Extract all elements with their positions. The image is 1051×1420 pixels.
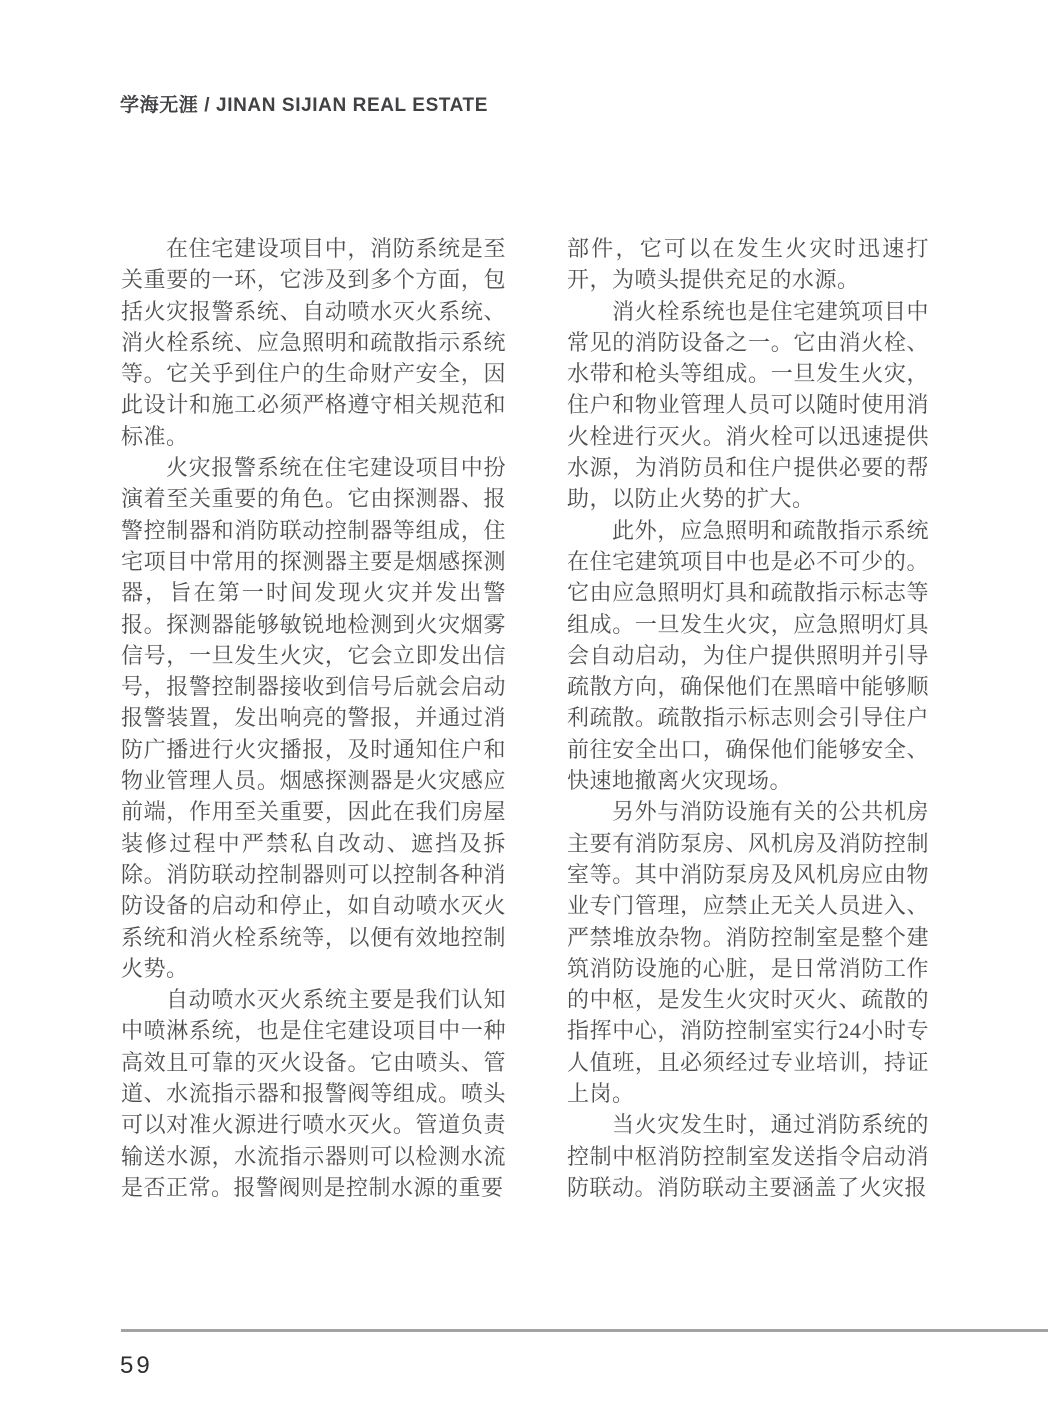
text-column-left <box>121 233 506 1203</box>
paragraph: 此外，应急照明和疏散指示系统在住宅建筑项目中也是必不可少的。它由应急照明灯具和疏散指示标志等组成。一旦发生火灾，应急照明灯具会自动启动，为住户提供照明并引导疏散方向，确保他们在黑暗中能够顺利疏散。疏散指示标志则会引导住户前往安全出口，确保他们能够安全、快速地撤离火灾现场。 <box>567 517 929 794</box>
text-column-right <box>567 233 929 1203</box>
paragraph: 在住宅建设项目中，消防系统是至关重要的一环，它涉及到多个方面，包括火灾报警系统、自动喷水灭火系统、消火栓系统、应急照明和疏散指示系统等。它关乎到住户的生命财产安全，因此设计和施工必须严格遵守相关规范和标准。 <box>121 236 506 449</box>
paragraph: 自动喷水灭火系统主要是我们认知中喷淋系统，也是住宅建设项目中一种高效且可靠的灭火设备。它由喷头、管道、水流指示器和报警阀等组成。喷头可以对准火源进行喷水灭火。管道负责输送水源，水流指示器则可以检测水流是否正常。报警阀则是控制水源的重要 <box>121 987 506 1200</box>
page-header-title: 学海无涯 / JINAN SIJIAN REAL ESTATE <box>120 95 489 116</box>
footer-divider <box>121 1329 1048 1332</box>
page-number: 59 <box>120 1352 153 1379</box>
paragraph: 消火栓系统也是住宅建筑项目中常见的消防设备之一。它由消火栓、水带和枪头等组成。一旦发生火灾，住户和物业管理人员可以随时使用消火栓进行灭火。消火栓可以迅速提供水源，为消防员和住户提供必要的帮助，以防止火势的扩大。 <box>567 298 929 512</box>
paragraph: 另外与消防设施有关的公共机房主要有消防泵房、风机房及消防控制室等。其中消防泵房及风机房应由物业专门管理，应禁止无关人员进入、严禁堆放杂物。消防控制室是整个建筑消防设施的心脏，是日常消防工作的中枢，是发生火灾时灭火、疏散的指挥中心，消防控制室实行24小时专人值班，且必须经过专业培训，持证上岗。 <box>567 799 929 1107</box>
paragraph: 火灾报警系统在住宅建设项目中扮演着至关重要的角色。它由探测器、报警控制器和消防联动控制器等组成，住宅项目中常用的探测器主要是烟感探测器，旨在第一时间发现火灾并发出警报。探测器能够敏锐地检测到火灾烟雾信号，一旦发生火灾，它会立即发出信号，报警控制器接收到信号后就会启动报警装置，发出响亮的警报，并通过消防广播进行火灾播报，及时通知住户和物业管理人员。烟感探测器是火灾感应前端，作用至关重要，因此在我们房屋装修过程中严禁私自改动、遮挡及拆除。消防联动控制器则可以控制各种消防设备的启动和停止，如自动喷水灭火系统和消火栓系统等，以便有效地控制火势。 <box>121 455 506 981</box>
paragraph-continuation: 部件，它可以在发生火灾时迅速打开，为喷头提供充足的水源。 <box>567 236 929 293</box>
paragraph: 当火灾发生时，通过消防系统的控制中枢消防控制室发送指令启动消防联动。消防联动主要涵盖了火灾报 <box>567 1112 929 1200</box>
